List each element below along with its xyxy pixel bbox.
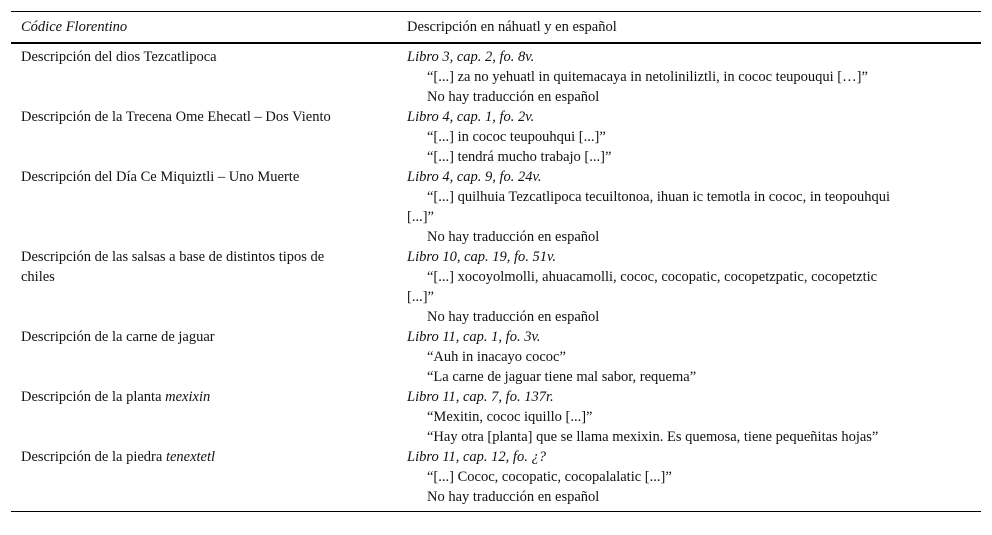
row-spanish: “[...] tendrá mucho trabajo [...]”	[427, 149, 612, 165]
table-row	[11, 327, 981, 387]
row-nahuatl: “[...] in cococ teupouhqui [...]”	[427, 129, 606, 145]
table-header	[11, 12, 981, 42]
row-description-italic: mexixin	[165, 389, 211, 405]
row-nahuatl-continuation: [...]”	[407, 209, 434, 225]
table-row	[11, 47, 981, 107]
header-codice: Códice Florentino	[21, 18, 128, 35]
row-spanish: No hay traducción en español	[427, 89, 600, 105]
row-reference: Libro 11, cap. 12, fo. ¿?	[407, 449, 546, 465]
row-description: Descripción del dios Tezcatlipoca	[21, 49, 217, 65]
row-nahuatl: “[...] quilhuia Tezcatlipoca tecuiltonoa, ihuan ic temotla in cococ, in teopouhqui	[427, 189, 890, 205]
row-source	[407, 167, 981, 247]
row-description	[11, 447, 407, 507]
row-source	[407, 247, 981, 327]
table-row	[11, 167, 981, 247]
row-description-text: Descripción de la planta	[21, 389, 166, 405]
row-nahuatl: “[...] Cococ, cocopatic, cocopalalatic [...]”	[427, 469, 672, 485]
table-row	[11, 247, 981, 327]
table-row	[11, 107, 981, 167]
row-description-line: Descripción de las salsas a base de distintos tipos de	[21, 249, 325, 265]
row-nahuatl: “Mexitin, cococ iquillo [...]”	[427, 409, 593, 425]
row-description: Descripción de la Trecena Ome Ehecatl – Dos Viento	[21, 109, 331, 125]
table-row	[11, 387, 981, 447]
row-spanish: No hay traducción en español	[427, 309, 600, 325]
row-nahuatl-continuation: [...]”	[407, 289, 434, 305]
row-source	[407, 447, 981, 507]
header-descripcion: Descripción en náhuatl y en español	[407, 18, 617, 35]
row-nahuatl: “Auh in inacayo cococ”	[427, 349, 566, 365]
row-reference: Libro 11, cap. 7, fo. 137r.	[407, 389, 554, 405]
row-reference: Libro 3, cap. 2, fo. 8v.	[407, 49, 535, 65]
row-source	[407, 327, 981, 387]
row-reference: Libro 11, cap. 1, fo. 3v.	[407, 329, 541, 345]
table-body	[11, 44, 981, 511]
row-source	[407, 47, 981, 107]
row-reference: Libro 4, cap. 9, fo. 24v.	[407, 169, 542, 185]
table-row	[11, 447, 981, 507]
row-reference: Libro 4, cap. 1, fo. 2v.	[407, 109, 535, 125]
row-source	[407, 387, 981, 447]
row-description-italic: tenextetl	[165, 449, 216, 465]
row-spanish: No hay traducción en español	[427, 229, 600, 245]
row-spanish: No hay traducción en español	[427, 489, 600, 505]
row-description: Descripción del Día Ce Miquiztli – Uno Muerte	[21, 169, 300, 185]
row-description-line: chiles	[21, 269, 55, 285]
row-reference: Libro 10, cap. 19, fo. 51v.	[407, 249, 557, 265]
row-description	[11, 387, 407, 447]
row-description	[11, 247, 407, 327]
row-source	[407, 107, 981, 167]
row-description: Descripción de la carne de jaguar	[21, 329, 215, 345]
table	[11, 11, 981, 512]
row-description-text: Descripción de la piedra	[21, 449, 166, 465]
row-nahuatl: “[...] xocoyolmolli, ahuacamolli, cococ, cocopatic, cocopetzpatic, cocopetztic	[427, 269, 878, 285]
row-nahuatl: “[...] za no yehuatl in quitemacaya in netoliniliztli, in cococ teupouqui […]”	[427, 69, 868, 85]
row-spanish: “Hay otra [planta] que se llama mexixin. Es quemosa, tiene pequeñitas hojas”	[427, 429, 879, 445]
table-bottom-rule	[11, 511, 981, 512]
row-spanish: “La carne de jaguar tiene mal sabor, requema”	[427, 369, 697, 385]
